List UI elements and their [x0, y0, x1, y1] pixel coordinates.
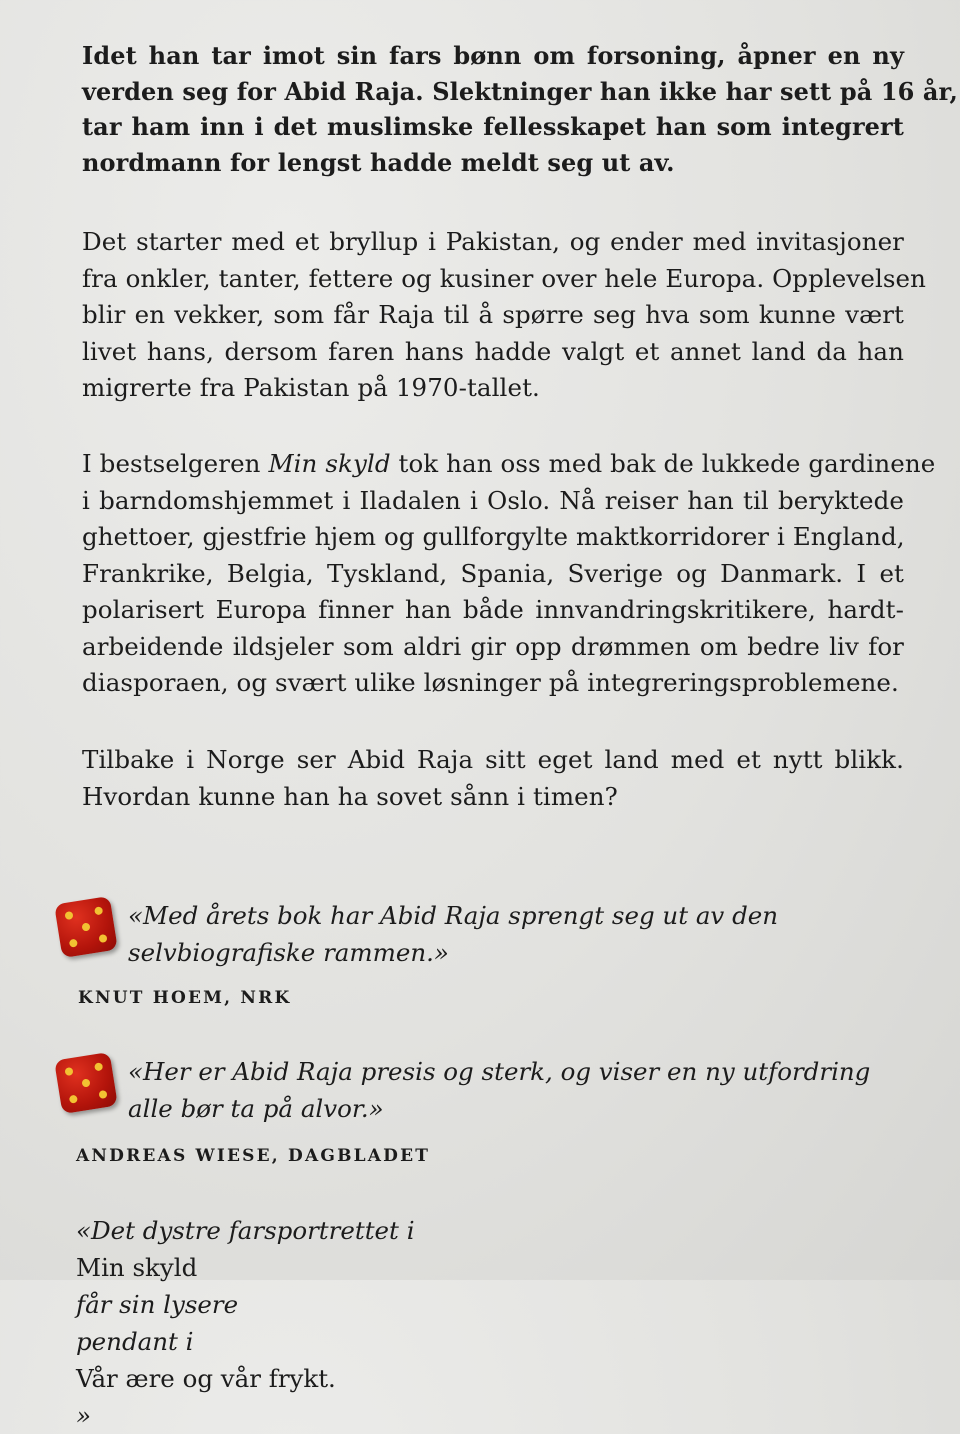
die-pip [64, 1067, 73, 1076]
quote-line [76, 1323, 415, 1434]
text-fragment: I bestselgeren [82, 449, 269, 478]
die-pip [94, 906, 103, 915]
blurb-paragraph-2 [82, 224, 927, 407]
text-fragment: » [76, 1401, 91, 1430]
text-line: Tilbake i Norge ser Abid Raja sitt eget land med et nytt blikk. [82, 745, 904, 774]
text-fragment: får sin lysere [76, 1290, 239, 1319]
review-quote [128, 1054, 870, 1127]
text-line: Hvordan kunne han ha sovet sånn i timen? [82, 781, 618, 811]
text-line: Frankrike, Belgia, Tyskland, Spania, Sverige og Danmark. I et [82, 558, 904, 588]
text-line: nordmann for lengst hadde meldt seg ut av. [82, 147, 675, 177]
text-line: Idet han tar imot sin fars bønn om forsoning, åpner en ny [82, 41, 904, 70]
text-line: livet hans, dersom faren hans hadde valgt et annet land da han [82, 336, 904, 366]
die-pip [94, 1062, 103, 1071]
text-line: arbeidende ildsjeler som aldri gir opp drømmen om bedre liv for [82, 631, 904, 661]
text-line: Det starter med et bryllup i Pakistan, og ender med invitasjoner [82, 227, 904, 256]
book-title: Min skyld [268, 449, 391, 478]
quote-line [76, 1212, 415, 1323]
book-title: Vår ære og vår frykt. [76, 1364, 336, 1393]
dice-five-icon [54, 896, 118, 958]
die-pip [98, 1090, 107, 1099]
quote-line: «Med årets bok har Abid Raja sprengt seg ut av den [128, 901, 779, 930]
text-line: blir en vekker, som får Raja til å spørre seg hva som kunne vært [82, 300, 904, 329]
quote-line: «Her er Abid Raja presis og sterk, og viser en ny utfordring [128, 1057, 871, 1086]
die-pip [64, 911, 73, 920]
text-line: verden seg for Abid Raja. Slektninger han ikke har sett på 16 år, [82, 76, 958, 106]
review-credit: ANDREAS WIESE, DAGBLADET [76, 1146, 431, 1166]
die-pip [81, 1078, 90, 1087]
text-line: polarisert Europa finner han både innvandringskritikere, hardt- [82, 595, 904, 624]
text-line: ghettoer, gjestfrie hjem og gullforgylte maktkorridorer i England, [82, 522, 905, 551]
quote-line: alle bør ta på alvor.» [128, 1093, 384, 1123]
text-line [82, 446, 936, 483]
text-fragment: pendant i [76, 1327, 194, 1356]
book-title: Min skyld [76, 1253, 198, 1282]
dice-five-icon [54, 1052, 118, 1114]
die-pip [69, 1095, 78, 1104]
closing-quote [76, 1212, 415, 1434]
review-credit: KNUT HOEM, NRK [78, 988, 292, 1008]
text-fragment: «Det dystre farsportrettet i [76, 1216, 415, 1245]
blurb-paragraph-4 [82, 742, 904, 815]
text-line: tar ham inn i det muslimske fellesskapet han som integrert [82, 112, 904, 141]
die-pip [69, 939, 78, 948]
review-quote [128, 898, 778, 971]
text-line: fra onkler, tanter, fettere og kusiner over hele Europa. Opplevelsen [82, 263, 927, 293]
text-fragment: tok han oss med bak de lukkede gardinene [390, 449, 936, 478]
text-line: diasporaen, og svært ulike løsninger på integreringsproblemene. [82, 668, 899, 697]
text-line: i barndomshjemmet i Iladalen i Oslo. Nå reiser han til beryktede [82, 485, 904, 515]
blurb-paragraph-3 [82, 446, 936, 702]
quote-line: selvbiografiske rammen.» [128, 937, 449, 967]
blurb-paragraph-1 [82, 38, 958, 180]
die-pip [81, 922, 90, 931]
die-pip [98, 934, 107, 943]
text-line: migrerte fra Pakistan på 1970-tallet. [82, 373, 540, 402]
